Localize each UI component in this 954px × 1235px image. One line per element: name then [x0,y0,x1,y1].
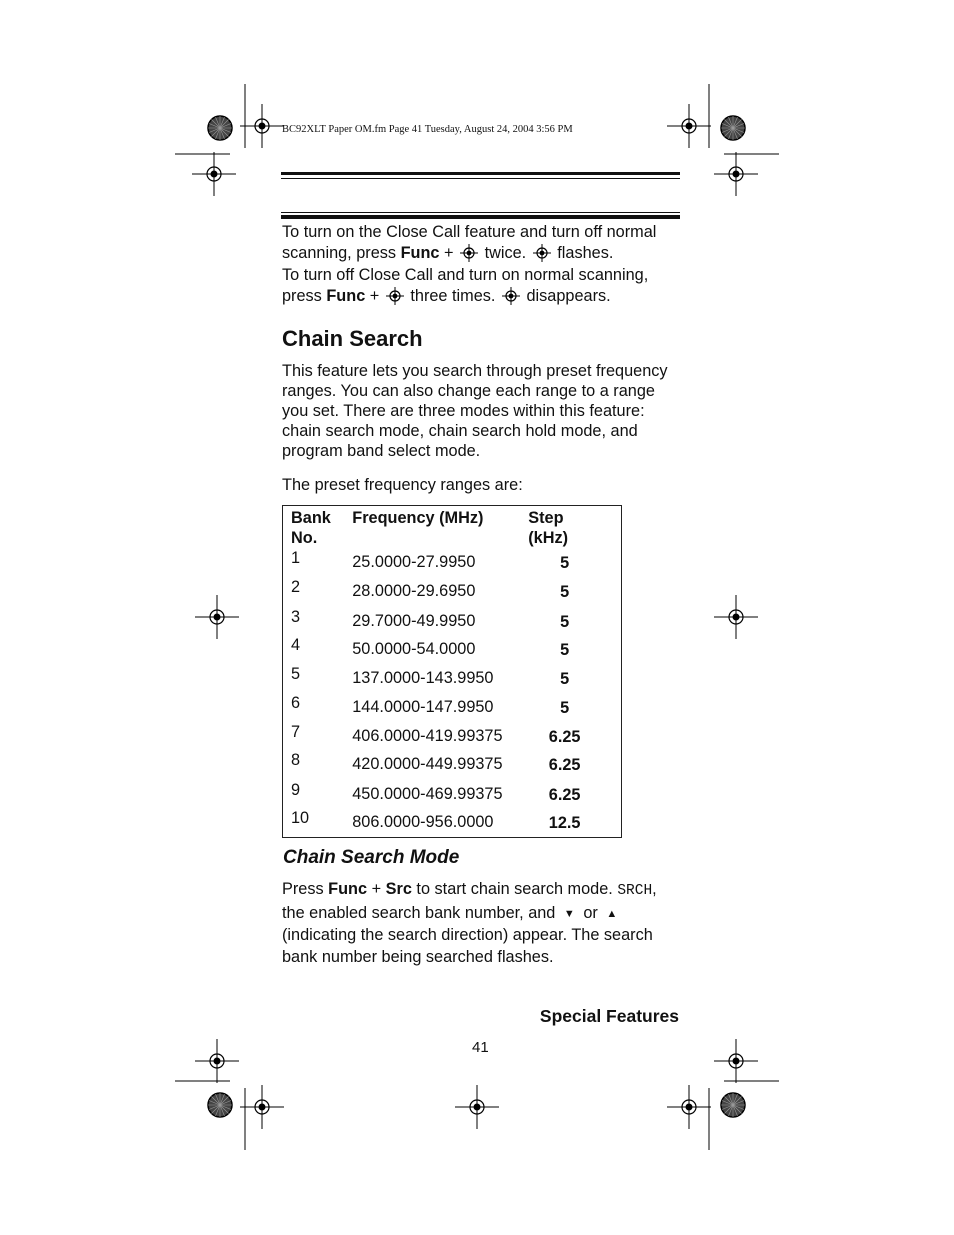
table-row [283,750,622,779]
step-cell: 6.25 [548,785,581,804]
section-body: This feature lets you search through preset frequency ranges. You can also change each range to a range you set. There are three modes within this feature: chain search mode, chain search hold mode, and program band select mode. [282,362,668,460]
bank-cell: 10 [291,809,310,828]
table-row [283,808,622,837]
frequency-cell: 29.7000-49.9950 [352,611,476,630]
step-cell: 6.25 [548,728,581,747]
close-call-on-paragraph: To turn on the Close Call feature and turn off normal scanning, press Func + twice. flashes. [282,223,657,262]
frequency-cell: 450.0000-469.99375 [352,784,503,803]
step-cell: 5 [560,670,570,689]
close-call-target-icon [460,244,478,262]
table-row [283,722,622,750]
frequency-cell: 25.0000-27.9950 [352,553,476,571]
close-call-target-icon [533,244,551,262]
page-number: 41 [472,1039,489,1056]
file-info-header: BC92XLT Paper OM.fm Page 41 Tuesday, August 24, 2004 3:56 PM [282,124,573,135]
step-cell: 5 [560,583,570,602]
close-call-off-paragraph: To turn off Close Call and turn on normal scanning, press Func + three times. disappears. [282,266,649,305]
bank-cell: 9 [291,780,301,799]
bank-cell: 4 [291,636,301,655]
step-cell: 5 [560,612,570,631]
bank-cell: 8 [291,751,301,770]
bank-cell: 6 [291,693,301,712]
table-row [283,607,622,635]
step-cell: 5 [560,641,570,660]
step-cell: 5 [560,554,570,572]
bank-cell: 1 [291,549,301,567]
bank-cell: 2 [291,578,301,597]
step-cell: 6.25 [548,756,581,775]
down-triangle-icon: ▼ [563,907,575,920]
step-header: Step (kHz) [528,509,569,547]
up-triangle-icon: ▲ [606,907,618,920]
close-call-target-icon [386,287,404,305]
step-cell: 12.5 [548,814,581,833]
content-top-rule-thick [281,215,680,219]
frequency-header: Frequency (MHz) [352,509,484,527]
content-top-rule [281,212,680,213]
table-row [283,548,622,577]
frequency-cell: 806.0000-956.0000 [352,813,494,832]
table-row [283,664,622,692]
chain-search-mode-paragraph: Press Func + Src to start chain search mode. SRCH, the enabled search bank number, and ▼ or ▲ (indicating the search direction) appear. The search bank number being searched flashes. [282,880,657,966]
table-row [283,635,622,664]
step-cell: 5 [560,698,570,717]
table-row [283,693,622,722]
top-rule-thick [281,172,680,175]
frequency-cell: 420.0000-449.99375 [352,755,503,774]
srch-display-text: SRCH [617,883,653,899]
section-title: Chain Search [282,326,423,351]
subsection-title: Chain Search Mode [283,847,460,868]
section-footer: Special Features [539,1006,679,1026]
frequency-cell: 28.0000-29.6950 [352,582,476,601]
close-call-target-icon [502,287,520,305]
table-row [283,780,622,808]
frequency-cell: 406.0000-419.99375 [352,727,503,746]
bank-cell: 3 [291,607,301,626]
frequency-cell: 50.0000-54.0000 [352,640,476,659]
bank-cell: 5 [291,665,301,684]
ranges-intro: The preset frequency ranges are: [282,476,523,494]
bank-header: Bank No. [291,509,331,547]
frequency-cell: 144.0000-147.9950 [352,697,494,716]
table-header-row [283,506,622,549]
frequency-cell: 137.0000-143.9950 [352,669,494,688]
frequency-table [282,505,622,838]
top-rule-thin [281,178,680,179]
table-row [283,577,622,606]
bank-cell: 7 [291,723,301,742]
